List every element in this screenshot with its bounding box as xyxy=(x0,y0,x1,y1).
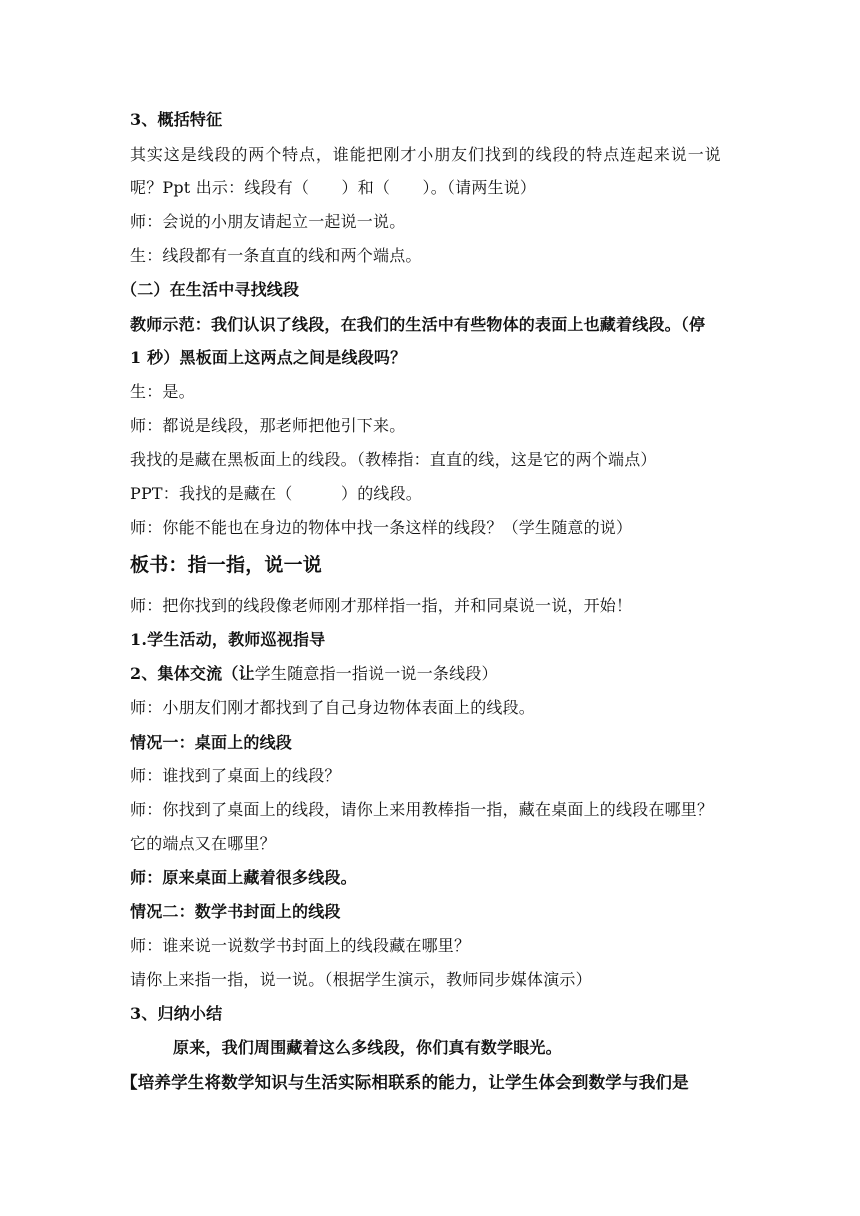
paragraph-line: 师：把你找到的线段像老师刚才那样指一指，并和同桌说一说，开始！ xyxy=(130,596,633,615)
section-heading: 3、归纳小结 xyxy=(130,1004,223,1023)
paragraph-line: 生：线段都有一条直直的线和两个端点。 xyxy=(130,246,422,265)
purpose-note-line: 【培养学生将数学知识与生活实际相联系的能力，让学生体会到数学与我们是 xyxy=(121,1073,689,1092)
paragraph-line: 请你上来指一指，说一说。（根据学生演示，教师同步媒体演示） xyxy=(130,970,592,989)
bold-paragraph-line: 师：原来桌面上藏着很多线段。 xyxy=(130,868,357,887)
numbered-heading: 1.学生活动，教师巡视指导 xyxy=(130,630,326,649)
paragraph-line: 师：你能不能也在身边的物体中找一条这样的线段？（学生随意的说） xyxy=(130,518,633,537)
bold-paragraph-line: 1 秒）黑板面上这两点之间是线段吗？ xyxy=(130,348,407,367)
paragraph-line: 师：谁来说一说数学书封面上的线段藏在哪里？ xyxy=(130,936,471,955)
paragraph-line: 师：会说的小朋友请起立一起说一说。 xyxy=(130,212,406,231)
section-heading: 3、概括特征 xyxy=(130,110,223,129)
subsection-heading: （二）在生活中寻找线段 xyxy=(121,280,300,299)
summary-line: 原来，我们周围藏着这么多线段，你们真有数学眼光。 xyxy=(173,1038,562,1057)
case-heading: 情况一：桌面上的线段 xyxy=(130,733,293,752)
paragraph-line: 它的端点又在哪里？ xyxy=(130,834,276,853)
paragraph-line: 我找的是藏在黑板面上的线段。（教棒指：直直的线，这是它的两个端点） xyxy=(130,450,657,469)
paragraph-line: 其实这是线段的两个特点，谁能把刚才小朋友们找到的线段的特点连起来说一说 xyxy=(130,145,722,164)
board-writing-heading: 板书：指一指，说一说 xyxy=(130,554,323,576)
paragraph-line: 师：谁找到了桌面上的线段？ xyxy=(130,766,341,785)
paragraph-line: 师：你找到了桌面上的线段，请你上来用教棒指一指，藏在桌面上的线段在哪里？ xyxy=(130,800,714,819)
bold-paragraph-line: 教师示范：我们认识了线段，在我们的生活中有些物体的表面上也藏着线段。（停 xyxy=(130,315,706,334)
paragraph-line: 师：小朋友们刚才都找到了自己身边物体表面上的线段。 xyxy=(130,698,536,717)
paragraph-line: PPT：我找的是藏在（ ）的线段。 xyxy=(130,484,423,503)
paragraph-line: 生：是。 xyxy=(130,382,195,401)
paragraph-line: 师：都说是线段，那老师把他引下来。 xyxy=(130,416,406,435)
paragraph-line: 呢？Ppt 出示：线段有（ ）和（ ）。（请两生说） xyxy=(130,178,537,197)
numbered-heading: 2、集体交流（让学生随意指一指说一说一条线段） xyxy=(130,664,498,683)
case-heading: 情况二：数学书封面上的线段 xyxy=(130,902,341,921)
